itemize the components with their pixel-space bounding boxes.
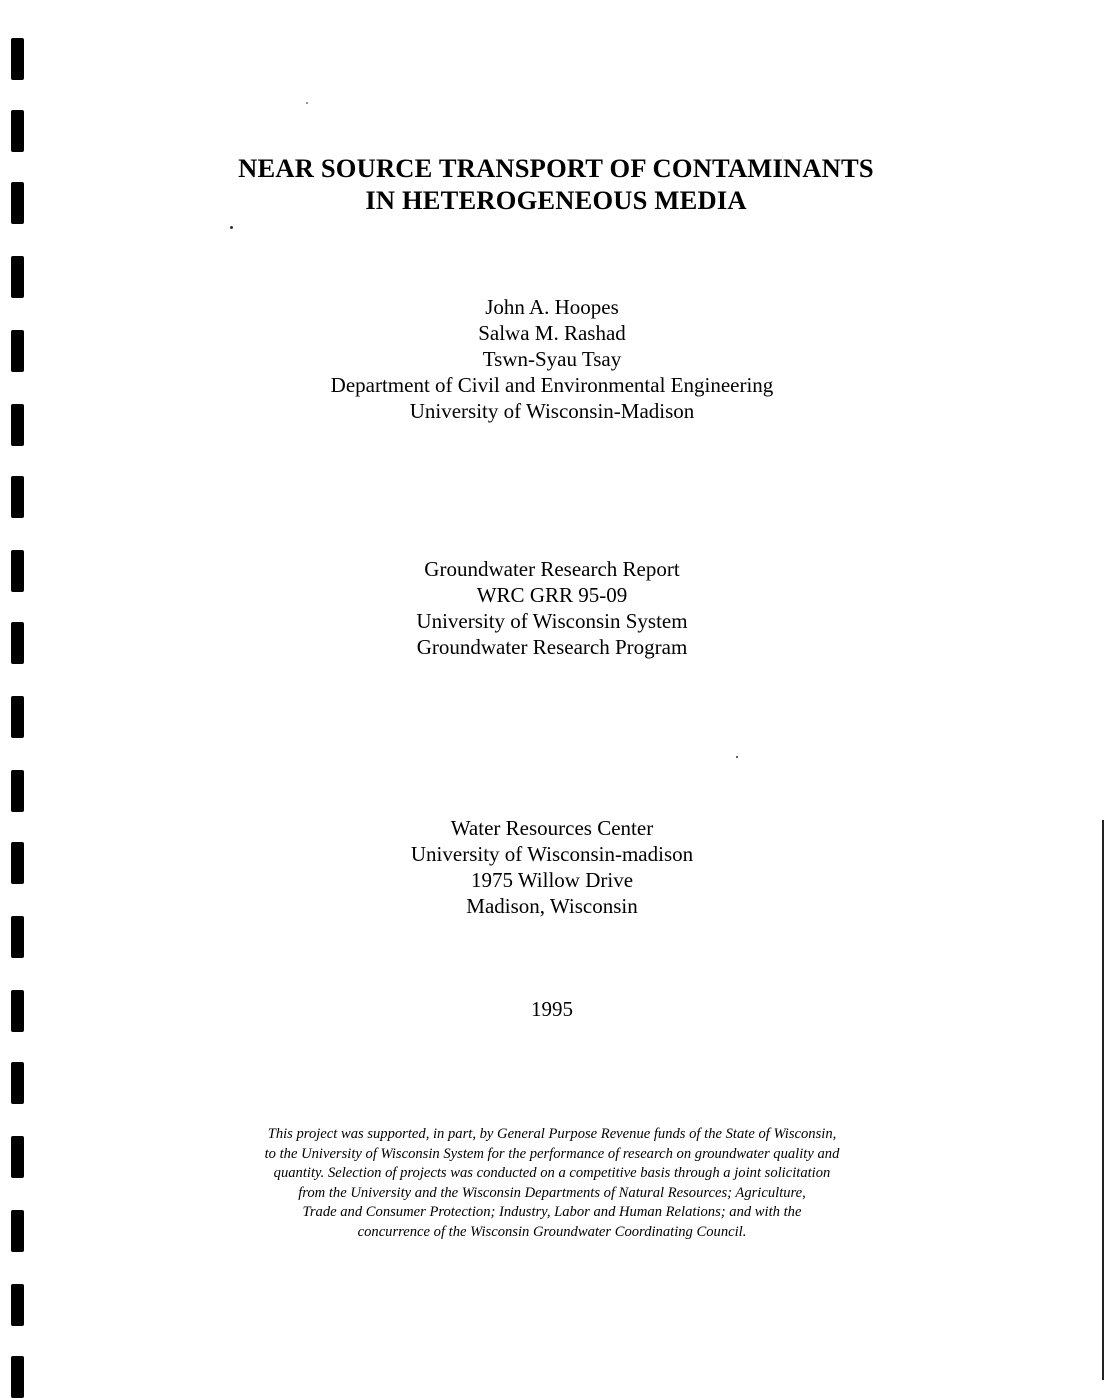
publisher-street: 1975 Willow Drive bbox=[470, 868, 634, 892]
scan-speck bbox=[736, 756, 738, 758]
title-line-1: NEAR SOURCE TRANSPORT OF CONTAMINANTS bbox=[238, 153, 874, 183]
binding-hole bbox=[11, 1062, 24, 1104]
binding-hole bbox=[11, 1356, 24, 1398]
report-series-block bbox=[0, 556, 1104, 660]
binding-hole bbox=[11, 110, 24, 152]
binding-hole bbox=[11, 770, 24, 812]
binding-hole bbox=[11, 1284, 24, 1326]
publisher-name: Water Resources Center bbox=[450, 816, 654, 840]
report-system: University of Wisconsin System bbox=[416, 609, 688, 633]
binding-hole bbox=[11, 256, 24, 298]
notice-line: to the University of Wisconsin System for the performance of research on groundwater quality and bbox=[264, 1145, 840, 1162]
author-department: Department of Civil and Environmental Engineering bbox=[330, 373, 774, 397]
binding-hole bbox=[11, 38, 24, 80]
scan-speck bbox=[230, 226, 233, 229]
publication-year: 1995 bbox=[531, 997, 573, 1021]
notice-line: quantity. Selection of projects was conducted on a competitive basis through a joint solicitation bbox=[273, 1165, 831, 1182]
notice-line: from the University and the Wisconsin Departments of Natural Resources; Agriculture, bbox=[298, 1184, 806, 1201]
report-title bbox=[4, 152, 1104, 216]
report-number: WRC GRR 95-09 bbox=[476, 583, 628, 607]
funding-notice bbox=[0, 1125, 1104, 1243]
binding-hole bbox=[11, 916, 24, 958]
publisher-block bbox=[0, 815, 1104, 919]
author-name: Salwa M. Rashad bbox=[478, 321, 626, 345]
report-program: Groundwater Research Program bbox=[416, 635, 688, 659]
report-series-name: Groundwater Research Report bbox=[424, 557, 680, 581]
publisher-university: University of Wisconsin-madison bbox=[410, 842, 694, 866]
author-name: John A. Hoopes bbox=[485, 295, 619, 319]
notice-line: Trade and Consumer Protection; Industry, Labor and Human Relations; and with the bbox=[302, 1204, 802, 1221]
author-block bbox=[0, 294, 1104, 424]
title-line-2: IN HETEROGENEOUS MEDIA bbox=[365, 185, 747, 215]
binding-hole bbox=[11, 696, 24, 738]
notice-line: concurrence of the Wisconsin Groundwater Coordinating Council. bbox=[357, 1223, 747, 1240]
binding-hole bbox=[11, 476, 24, 518]
author-university: University of Wisconsin-Madison bbox=[409, 399, 695, 423]
scan-speck bbox=[306, 102, 308, 104]
publisher-city: Madison, Wisconsin bbox=[466, 894, 638, 918]
author-name: Tswn-Syau Tsay bbox=[482, 347, 622, 371]
notice-line: This project was supported, in part, by General Purpose Revenue funds of the State of Wisconsin, bbox=[267, 1126, 837, 1142]
